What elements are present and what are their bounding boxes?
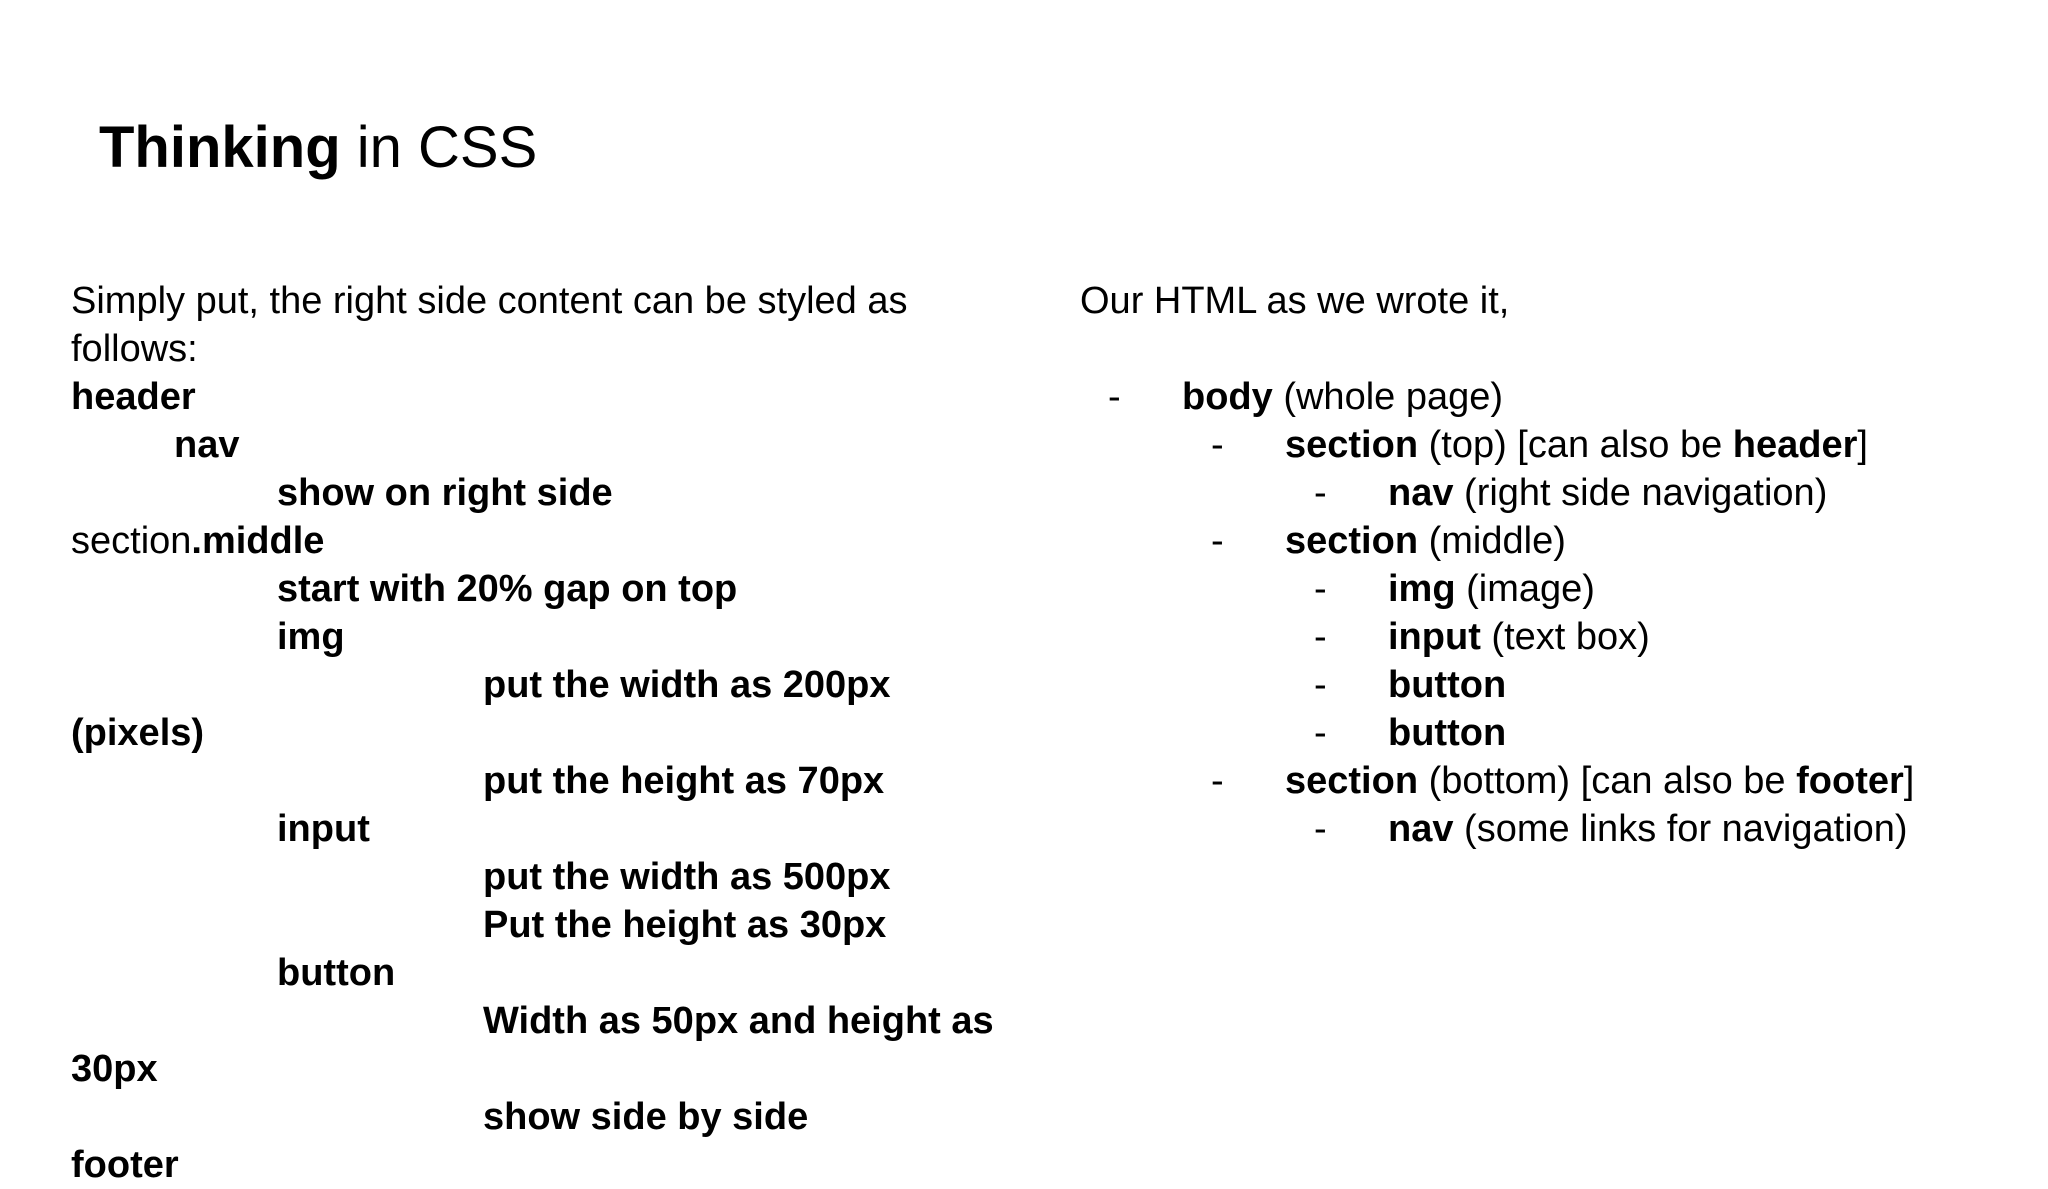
tag-name: nav [1388, 472, 1454, 514]
bullet-dash: - [1314, 808, 1327, 850]
bullet-dash: - [1211, 520, 1224, 562]
blank-line [1080, 325, 2040, 373]
bullet-dash: - [1211, 760, 1224, 802]
right-intro: Our HTML as we wrote it, [1080, 280, 1510, 322]
section-prefix: section [71, 520, 192, 562]
right-column [1080, 277, 2040, 853]
alt-tag-name: footer [1796, 760, 1904, 802]
tag-desc: (image) [1455, 568, 1595, 610]
tag-desc: (right side navigation) [1453, 472, 1828, 514]
img-width-rule: put the width as 200px [483, 664, 891, 706]
input-height-rule: Put the height as 30px [483, 904, 887, 946]
tag-name: section [1285, 760, 1419, 802]
bullet-dash: - [1211, 424, 1224, 466]
bullet-dash: - [1314, 472, 1327, 514]
tag-desc: (text box) [1480, 616, 1650, 658]
list-item-input [1080, 613, 2040, 661]
tag-name: nav [1388, 808, 1454, 850]
tag-name: button [1388, 664, 1507, 706]
list-item-section-top [1080, 421, 2040, 469]
bullet-dash: - [1108, 376, 1121, 418]
button-rule: button [277, 952, 396, 994]
tag-name: section [1285, 520, 1419, 562]
bullet-dash: - [1314, 664, 1327, 706]
gap-top-rule: start with 20% gap on top [277, 568, 738, 610]
show-right-rule: show on right side [277, 472, 613, 514]
img-height-rule: put the height as 70px [483, 760, 885, 802]
list-item-section-middle [1080, 517, 2040, 565]
tag-desc: (middle) [1418, 520, 1566, 562]
section-middle-class: .middle [191, 520, 325, 562]
bullet-dash: - [1314, 712, 1327, 754]
tag-name: input [1388, 616, 1481, 658]
intro-line-2: follows: [71, 328, 198, 370]
button-size-cont: 30px [71, 1048, 158, 1090]
tag-desc-end: ] [1903, 760, 1915, 802]
side-by-side-rule: show side by side [483, 1096, 809, 1138]
list-item-img [1080, 565, 2040, 613]
nav-rule: nav [174, 424, 240, 466]
bullet-dash: - [1314, 568, 1327, 610]
tag-name: button [1388, 712, 1507, 754]
header-rule: header [71, 376, 196, 418]
tag-desc: (whole page) [1272, 376, 1504, 418]
tag-desc-end: ] [1857, 424, 1868, 466]
button-size-rule: Width as 50px and height as [483, 1000, 994, 1042]
tag-desc: (some links for navigation) [1453, 808, 1908, 850]
tag-name: section [1285, 424, 1419, 466]
title-bold: Thinking [99, 115, 341, 180]
alt-tag-name: header [1732, 424, 1858, 466]
bullet-dash: - [1314, 616, 1327, 658]
intro-line-1: Simply put, the right side content can be styled as [71, 280, 908, 322]
list-item-button-1 [1080, 661, 2040, 709]
pixels-text: (pixels) [71, 712, 205, 754]
footer-rule: footer [71, 1144, 179, 1186]
list-item-nav-top [1080, 469, 2040, 517]
tag-name: img [1388, 568, 1456, 610]
title-rest: in CSS [340, 115, 538, 180]
section-middle-rule [71, 517, 1031, 565]
list-item-button-2 [1080, 709, 2040, 757]
input-width-rule: put the width as 500px [483, 856, 891, 898]
list-item-body [1080, 373, 2040, 421]
list-item-section-bottom [1080, 757, 2040, 805]
input-rule: input [277, 808, 370, 850]
list-item-nav-bottom [1080, 805, 2040, 853]
left-column [71, 277, 1031, 1189]
tag-desc: (bottom) [can also be [1418, 760, 1797, 802]
slide-title [99, 113, 537, 183]
tag-name: body [1182, 376, 1273, 418]
tag-desc: (top) [can also be [1418, 424, 1733, 466]
img-rule: img [277, 616, 345, 658]
